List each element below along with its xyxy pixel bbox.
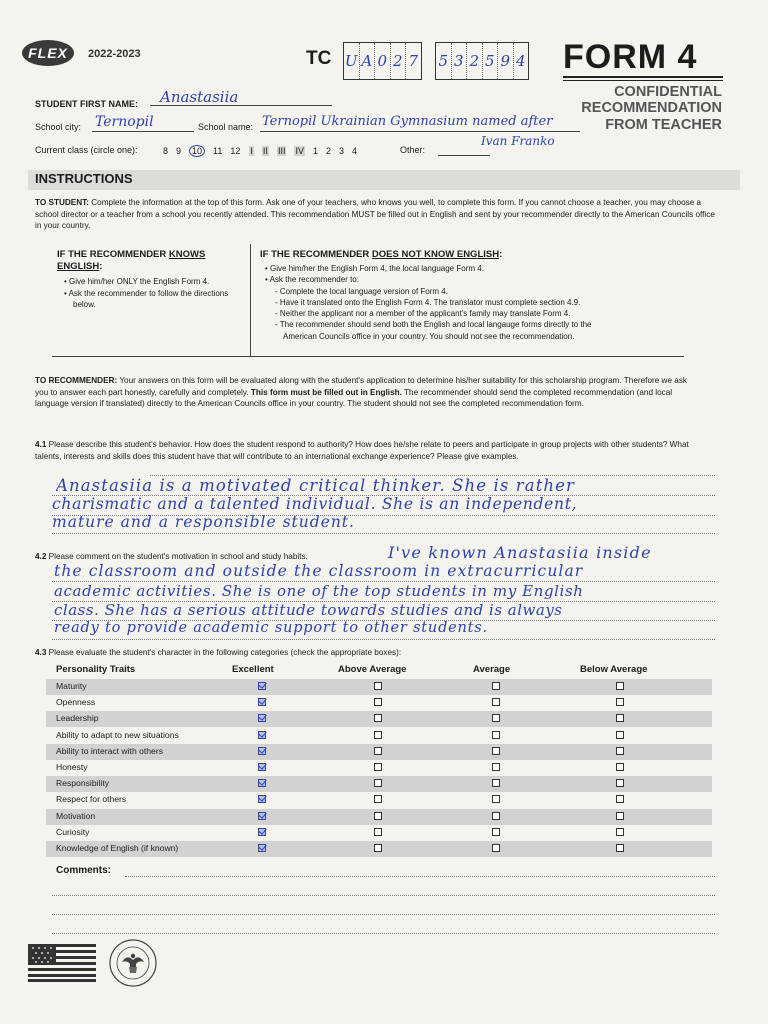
header-personality-traits: Personality Traits bbox=[56, 664, 136, 675]
knows-english-list: • Give him/her ONLY the English Form 4. • Ask the recommender to follow the directions below. bbox=[64, 277, 229, 309]
school-name-line bbox=[260, 130, 580, 132]
tc-code-a-digit[interactable]: U bbox=[344, 43, 360, 79]
comments-line[interactable] bbox=[52, 913, 715, 915]
rating-checkbox[interactable] bbox=[616, 795, 624, 803]
class-option[interactable]: 1 bbox=[312, 146, 318, 156]
class-option[interactable]: 8 bbox=[163, 146, 169, 156]
header-below-average: Below Average bbox=[580, 664, 648, 675]
rating-checkbox[interactable] bbox=[258, 828, 266, 836]
rating-checkbox[interactable] bbox=[258, 812, 266, 820]
question-4-1: 4.1 Please describe this student's behavior. How does the student respond to authority? How does he/she relate to peers and participate in group projects with other students? What talents, interests and skills does this student have that will contribute to an international exchange experience? Please give examples. bbox=[35, 440, 689, 461]
trait-name: Knowledge of English (if known) bbox=[56, 843, 179, 853]
trait-name: Curiosity bbox=[56, 826, 90, 837]
rating-checkbox[interactable] bbox=[374, 828, 382, 836]
trait-row bbox=[46, 776, 712, 792]
class-options[interactable] bbox=[163, 145, 365, 157]
tc-code-b-digit[interactable]: 2 bbox=[467, 43, 483, 79]
trait-name: Honesty bbox=[56, 762, 88, 772]
trait-row bbox=[46, 841, 712, 857]
trait-name: Respect for others bbox=[56, 794, 127, 805]
rating-checkbox[interactable] bbox=[616, 779, 624, 787]
other-label: Other: bbox=[400, 145, 426, 155]
rating-checkbox[interactable] bbox=[616, 698, 624, 706]
tc-code-box-a[interactable] bbox=[343, 42, 422, 80]
city-field[interactable]: Ternopil bbox=[95, 114, 154, 130]
rating-checkbox[interactable] bbox=[374, 844, 382, 852]
trait-row bbox=[46, 809, 712, 825]
trait-name: Responsibility bbox=[56, 778, 110, 789]
city-line bbox=[92, 130, 194, 132]
trait-row bbox=[46, 825, 712, 841]
rating-checkbox[interactable] bbox=[616, 828, 624, 836]
question-4-2: 4.2 Please comment on the student's motivation in school and study habits. bbox=[35, 552, 308, 561]
rating-checkbox[interactable] bbox=[258, 698, 266, 706]
tc-code-a-digit[interactable]: A bbox=[360, 43, 376, 79]
comments-line[interactable] bbox=[125, 875, 715, 877]
header-above-average: Above Average bbox=[338, 664, 407, 675]
rating-checkbox[interactable] bbox=[616, 714, 624, 722]
school-name-continued: Ivan Franko bbox=[481, 134, 555, 148]
class-option[interactable]: 10 bbox=[189, 145, 205, 157]
rating-checkbox[interactable] bbox=[374, 763, 382, 771]
trait-name: Leadership bbox=[56, 713, 99, 724]
answer-line bbox=[52, 638, 715, 640]
tc-label: TC bbox=[306, 48, 332, 69]
rating-checkbox[interactable] bbox=[258, 682, 266, 690]
subtitle-confidential: CONFIDENTIAL bbox=[614, 84, 722, 100]
first-name-field[interactable]: Anastasiia bbox=[160, 88, 239, 106]
to-student-text: Complete the information at the top of this form. Ask one of your teachers, who knows you well, to complete this form. If you cannot choose a teacher, you may choose a school director or a teacher from a school you recently attended. This recommendation MUST be filled out in English and sent by your recommender directly to the American Councils office in your country. bbox=[35, 198, 715, 231]
answer-4-2-line-3[interactable]: class. She has a serious attitude towards studies and is always bbox=[54, 601, 563, 619]
comments-label: Comments: bbox=[56, 865, 112, 876]
rating-checkbox[interactable] bbox=[616, 763, 624, 771]
rating-checkbox[interactable] bbox=[492, 747, 500, 755]
trait-row bbox=[46, 744, 712, 760]
knows-english-title: IF THE RECOMMENDER KNOWS ENGLISH: bbox=[57, 249, 206, 272]
answer-4-1-line-1[interactable]: Anastasiia is a motivated critical thinker. She is rather bbox=[56, 476, 576, 495]
tc-code-b-digit[interactable]: 5 bbox=[436, 43, 452, 79]
department-of-state-seal-icon bbox=[108, 938, 158, 988]
trait-row bbox=[46, 679, 712, 695]
trait-name: Openness bbox=[56, 697, 96, 708]
class-label: Current class (circle one): bbox=[35, 145, 138, 155]
trait-row bbox=[46, 695, 712, 711]
rating-checkbox[interactable] bbox=[492, 698, 500, 706]
rating-checkbox[interactable] bbox=[258, 795, 266, 803]
column-divider bbox=[250, 244, 251, 356]
answer-4-1-line-2[interactable]: charismatic and a talented individual. She is an independent, bbox=[52, 495, 578, 513]
rating-checkbox[interactable] bbox=[374, 698, 382, 706]
rating-checkbox[interactable] bbox=[492, 763, 500, 771]
trait-name: Maturity bbox=[56, 681, 87, 691]
class-option[interactable]: 2 bbox=[325, 146, 331, 156]
trait-row bbox=[46, 728, 712, 744]
comments-line[interactable] bbox=[52, 894, 715, 896]
rating-checkbox[interactable] bbox=[492, 714, 500, 722]
rating-checkbox[interactable] bbox=[258, 763, 266, 771]
not-know-english-title: IF THE RECOMMENDER DOES NOT KNOW ENGLISH: bbox=[260, 249, 503, 260]
school-name-label: School name: bbox=[198, 122, 254, 132]
rating-checkbox[interactable] bbox=[374, 812, 382, 820]
other-line[interactable] bbox=[438, 154, 490, 156]
title-rule bbox=[563, 76, 723, 78]
rating-checkbox[interactable] bbox=[616, 747, 624, 755]
class-option[interactable]: II bbox=[262, 146, 268, 156]
instructions-bar bbox=[28, 170, 740, 190]
tc-code-b-digit[interactable]: 9 bbox=[498, 43, 514, 79]
class-option[interactable]: 9 bbox=[176, 146, 182, 156]
header-average: Average bbox=[473, 664, 511, 675]
program-year: 2022-2023 bbox=[88, 48, 141, 60]
question-4-3: 4.3 Please evaluate the student's character in the following categories (check the appropriate boxes): bbox=[35, 648, 402, 657]
rating-checkbox[interactable] bbox=[374, 682, 382, 690]
not-know-english-list: • Give him/her the English Form 4, the local language Form 4. • Ask the recommender to: - Complete the local language version of Form 4. - Have it translated onto the English Form 4. The translator must complete section 4.9. - Neither the applicant nor a member of the applicant's family may translate Form 4. - The recommender should send both the English and local langauge forms directly to the American Councils office in your country. You should not see the recommendation. bbox=[265, 264, 592, 341]
rating-checkbox[interactable] bbox=[374, 731, 382, 739]
rating-checkbox[interactable] bbox=[492, 844, 500, 852]
tc-code-a-digit[interactable]: 7 bbox=[408, 52, 419, 70]
school-name-field[interactable]: Ternopil Ukrainian Gymnasium named after bbox=[262, 114, 553, 129]
to-recommender-paragraph: TO RECOMMENDER: Your answers on this form will be evaluated along with the student's application to determine his/her suitability for this scholarship program. Therefore we ask you to answer each part honestly, carefully and completely. This form must be filled out in English. The recommender should send the completed recommendation (and local language version if translated) directly to the American Councils office in your country. The student should not see the completed recommendation form. bbox=[35, 376, 688, 409]
rating-checkbox[interactable] bbox=[374, 795, 382, 803]
header-excellent: Excellent bbox=[232, 664, 274, 675]
rating-checkbox[interactable] bbox=[616, 731, 624, 739]
rating-checkbox[interactable] bbox=[616, 812, 624, 820]
rating-checkbox[interactable] bbox=[492, 682, 500, 690]
rating-checkbox[interactable] bbox=[492, 795, 500, 803]
rating-checkbox[interactable] bbox=[258, 731, 266, 739]
answer-line bbox=[52, 532, 715, 534]
trait-name: Ability to interact with others bbox=[56, 745, 163, 756]
trait-row bbox=[46, 760, 712, 776]
class-option[interactable]: 12 bbox=[230, 146, 241, 156]
subtitle-recommendation: RECOMMENDATION bbox=[581, 100, 722, 116]
rating-checkbox[interactable] bbox=[492, 828, 500, 836]
rating-checkbox[interactable] bbox=[492, 779, 500, 787]
class-option[interactable]: 3 bbox=[339, 146, 345, 156]
tc-code-a-digit[interactable]: 2 bbox=[391, 43, 407, 79]
rating-checkbox[interactable] bbox=[374, 714, 382, 722]
to-student-paragraph bbox=[35, 197, 715, 232]
subtitle-from-teacher: FROM TEACHER bbox=[605, 117, 722, 133]
rating-checkbox[interactable] bbox=[616, 844, 624, 852]
flex-logo: FLEX bbox=[22, 40, 74, 66]
tc-code-a-digit[interactable]: 0 bbox=[375, 43, 391, 79]
city-label: School city: bbox=[35, 122, 82, 132]
to-student-label: TO STUDENT: bbox=[35, 198, 89, 207]
trait-name: Motivation bbox=[56, 810, 96, 821]
first-name-label: STUDENT FIRST NAME: bbox=[35, 99, 138, 109]
instructions-title: INSTRUCTIONS bbox=[35, 171, 133, 186]
class-option[interactable]: 11 bbox=[213, 146, 223, 156]
tc-code-b-digit[interactable]: 5 bbox=[483, 43, 499, 79]
title-rule bbox=[563, 80, 723, 81]
answer-4-2-line-2[interactable]: academic activities. She is one of the top students in my English bbox=[54, 582, 584, 600]
rating-checkbox[interactable] bbox=[492, 731, 500, 739]
trait-name: Ability to adapt to new situations bbox=[56, 729, 179, 740]
comments-line[interactable] bbox=[52, 932, 715, 934]
tc-code-b-digit[interactable]: 3 bbox=[452, 43, 468, 79]
us-flag-icon bbox=[28, 944, 96, 982]
rating-checkbox[interactable] bbox=[616, 682, 624, 690]
class-option[interactable]: IV bbox=[295, 146, 304, 156]
tc-code-b-digit[interactable]: 4 bbox=[515, 52, 526, 70]
rating-checkbox[interactable] bbox=[374, 747, 382, 755]
answer-4-1-line-3[interactable]: mature and a responsible student. bbox=[52, 513, 355, 531]
rating-checkbox[interactable] bbox=[258, 779, 266, 787]
class-option[interactable]: I bbox=[250, 146, 253, 156]
answer-4-2-line-4[interactable]: ready to provide academic support to other students. bbox=[54, 620, 488, 636]
rating-checkbox[interactable] bbox=[492, 812, 500, 820]
trait-row bbox=[46, 711, 712, 727]
form-title: FORM 4 bbox=[563, 38, 698, 76]
rating-checkbox[interactable] bbox=[258, 747, 266, 755]
answer-4-2-line-1[interactable]: the classroom and outside the classroom in extracurricular bbox=[54, 562, 584, 580]
rating-checkbox[interactable] bbox=[258, 714, 266, 722]
class-option[interactable]: III bbox=[277, 146, 286, 156]
answer-4-2-line-0[interactable]: I've known Anastasiia inside bbox=[388, 543, 652, 562]
trait-row bbox=[46, 792, 712, 808]
tc-code-box-b[interactable] bbox=[435, 42, 529, 80]
class-option[interactable]: 4 bbox=[352, 146, 358, 156]
rating-checkbox[interactable] bbox=[258, 844, 266, 852]
rating-checkbox[interactable] bbox=[374, 779, 382, 787]
